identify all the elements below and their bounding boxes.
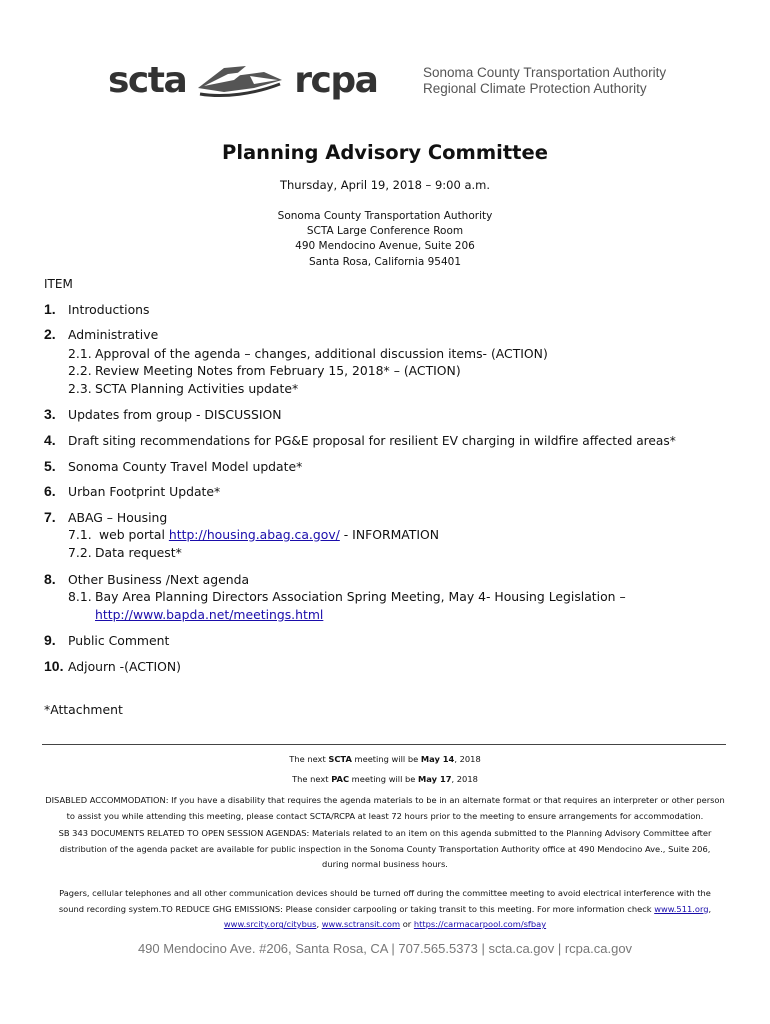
subitem-text: Bay Area Planning Directors Association Spring Meeting, May 4- Housing Legislation – — [95, 589, 626, 604]
notice-line: DISABLED ACCOMMODATION: If you have a disability that requires the agenda materials to be in an alternate format or that requires an interpreter or other person — [45, 795, 725, 805]
link-srcity[interactable]: www.srcity.org/citybus — [223, 919, 317, 930]
item-text: Updates from group - DISCUSSION — [68, 407, 282, 422]
organization-names — [423, 65, 666, 97]
rcpa-wordmark: rcpa — [294, 59, 378, 101]
separator: , — [316, 919, 322, 930]
footer-text: meeting will be — [351, 754, 421, 764]
subitem-text: Review Meeting Notes from February 15, 2018* – (ACTION) — [95, 363, 461, 378]
agenda-subitem — [68, 346, 548, 361]
bridge-bird-icon — [194, 58, 286, 102]
item-text: Urban Footprint Update* — [68, 484, 221, 499]
page-title: Planning Advisory Committee — [222, 141, 548, 164]
agenda-subitem — [68, 381, 298, 396]
item-number: 5. — [44, 458, 56, 474]
agenda-subitem — [68, 363, 461, 378]
agenda-item — [44, 632, 169, 648]
subitem-number: 2.1. — [68, 346, 92, 361]
footer-date: May 17 — [418, 774, 452, 784]
notice-line: distribution of the agenda packet are available for public inspection in the Sonoma County Transportation Authority office at 490 Mendocino Ave., Suite 206, — [59, 843, 711, 854]
agenda-subitem — [68, 527, 439, 542]
notice-line: during normal business hours. — [322, 859, 448, 870]
item-text: Adjourn -(ACTION) — [68, 659, 181, 674]
notice-line: Pagers, cellular telephones and all other communication devices should be turned off during the committee meeting to avoid electrical interference with the — [59, 888, 711, 898]
location-line: SCTA Large Conference Room — [306, 225, 464, 238]
location-line: 490 Mendocino Avenue, Suite 206 — [295, 240, 475, 253]
agenda-item — [44, 571, 249, 587]
item-text: ABAG – Housing — [68, 510, 168, 525]
link-sctransit[interactable]: www.sctransit.com — [321, 919, 401, 930]
footer-address: 490 Mendocino Ave. #206, Santa Rosa, CA | 707.565.5373 | scta.ca.gov | rcpa.ca.gov — [137, 941, 633, 956]
scta-wordmark: scta — [108, 59, 187, 101]
item-number: 7. — [44, 509, 56, 525]
separator: or — [400, 919, 414, 930]
agenda-subitem — [68, 545, 182, 560]
meeting-location — [0, 209, 770, 270]
subitem-text: Data request* — [95, 545, 182, 560]
subitem-text: SCTA Planning Activities update* — [95, 381, 299, 396]
footer-text: , 2018 — [454, 754, 481, 764]
attachment-note: *Attachment — [44, 702, 123, 717]
footer-text: meeting will be — [349, 774, 419, 784]
logo — [108, 52, 377, 108]
subitem-text: Approval of the agenda – changes, additional discussion items- (ACTION) — [95, 346, 548, 361]
subitem-number: 7.2. — [68, 545, 92, 560]
agenda-item — [44, 432, 676, 448]
agenda-item — [44, 458, 302, 474]
agenda-subitem — [68, 589, 626, 604]
item-text: Other Business /Next agenda — [68, 572, 250, 587]
notice-line: SB 343 DOCUMENTS RELATED TO OPEN SESSION AGENDAS: Materials related to an item on this agenda submitted to the Planning Advisory Committee after — [58, 828, 712, 838]
item-text: Draft siting recommendations for PG&E proposal for resilient EV charging in wildfire affected areas* — [68, 434, 676, 448]
notice-line: to assist you while attending this meeting, please contact SCTA/RCPA at least 72 hours prior to the meeting to ensure arrangements for accommodation. — [66, 810, 704, 821]
separator: , — [708, 903, 712, 914]
item-heading: ITEM — [44, 277, 73, 291]
footer-org: PAC — [331, 774, 350, 784]
footer-text: , 2018 — [451, 774, 478, 784]
pagers-notice — [0, 886, 770, 933]
bapda-meetings-link[interactable]: http://www.bapda.net/meetings.html — [95, 607, 324, 622]
subitem-number: 2.2. — [68, 363, 92, 378]
subitem-number: 8.1. — [68, 589, 92, 604]
item-number: 10. — [44, 658, 64, 674]
location-line: Santa Rosa, California 95401 — [308, 255, 462, 268]
item-text: Administrative — [68, 327, 159, 342]
disabled-accommodation-notice — [0, 793, 770, 824]
footer-text: The next — [292, 774, 332, 784]
agenda-item — [44, 326, 158, 342]
housing-portal-link[interactable]: http://housing.abag.ca.gov/ — [168, 527, 340, 542]
subitem-text: - INFORMATION — [339, 527, 440, 542]
item-number: 1. — [44, 301, 56, 317]
notice-text: sound recording system.TO REDUCE GHG EMISSIONS: Please consider carpooling or taking transit to this meeting. For more information check — [58, 903, 655, 914]
agenda-item — [44, 406, 282, 422]
item-number: 3. — [44, 406, 56, 422]
item-number: 8. — [44, 571, 56, 587]
sb343-notice — [0, 826, 770, 873]
item-text: Introductions — [68, 302, 150, 317]
agenda-item — [44, 658, 181, 674]
item-number: 6. — [44, 483, 56, 499]
agenda-subitem-continued — [95, 607, 323, 622]
divider — [42, 744, 726, 745]
notice-line — [0, 902, 770, 918]
link-carmacarpool[interactable]: https://carmacarpool.com/sfbay — [413, 919, 547, 930]
agenda-item — [44, 301, 150, 317]
footer-text: The next — [289, 754, 329, 764]
notice-line — [0, 917, 770, 933]
item-number: 2. — [44, 326, 56, 342]
subitem-number: 7.1. — [68, 527, 92, 542]
item-text: Sonoma County Travel Model update* — [68, 459, 303, 474]
link-511[interactable]: www.511.org — [654, 903, 709, 914]
agenda-item — [44, 483, 220, 499]
item-number: 9. — [44, 632, 56, 648]
next-scta-meeting — [0, 752, 770, 768]
footer-org: SCTA — [328, 754, 352, 764]
meeting-date: Thursday, April 19, 2018 – 9:00 a.m. — [279, 178, 491, 192]
org-name-scta: Sonoma County Transportation Authority — [423, 65, 667, 80]
agenda-item — [44, 509, 167, 525]
location-line: Sonoma County Transportation Authority — [277, 210, 493, 222]
subitem-text: web portal — [95, 527, 169, 542]
subitem-number: 2.3. — [68, 381, 92, 396]
item-text: Public Comment — [68, 633, 170, 648]
footer-date: May 14 — [420, 754, 455, 764]
item-number: 4. — [44, 432, 56, 448]
org-name-rcpa: Regional Climate Protection Authority — [423, 81, 647, 96]
next-pac-meeting — [0, 772, 770, 788]
